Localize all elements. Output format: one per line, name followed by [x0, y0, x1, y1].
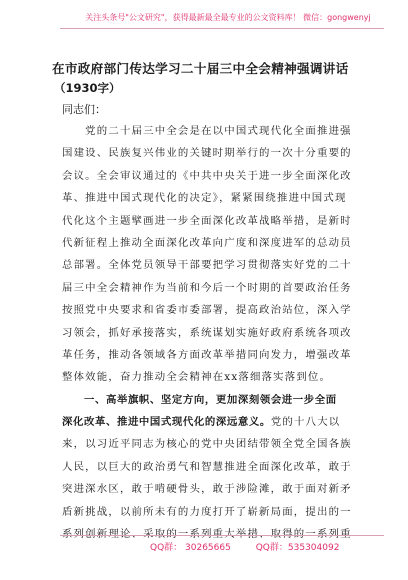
salutation: 同志们： [62, 103, 106, 116]
paragraph-line: 突进深水区，敢于啃硬骨头，敢于涉险滩，敢于面对新矛 [62, 483, 352, 496]
section-heading-line [62, 411, 372, 433]
paragraph-line: 来，以习近平同志为核心的党中央团结带领全党全国各族 [62, 438, 352, 451]
paragraph-line: 盾新挑战，以前所未有的力度打开了崭新局面，提出的一 [62, 505, 352, 518]
section-heading: 一、高举旗帜、坚定方向，更加深刻领会进一步全面 [62, 393, 337, 406]
footer [150, 540, 361, 553]
paragraph-line: 党的二十届三中全会是在以中国式现代化全面推进强 [62, 125, 352, 137]
section-heading-continued: 深化改革、推进中国式现代化的深远意义。 [62, 416, 271, 429]
paragraph-line: 总部署。全体党员领导干部要把学习贯彻落实好党的二十 [62, 259, 352, 272]
paragraph-line: 按照党中央要求和省委市委部署，提高政治站位，深入学 [62, 304, 352, 317]
paragraph-line: 习领会，抓好承接落实，系统谋划实施好政府系统各项改 [62, 326, 352, 339]
paragraph-line: 届三中全会精神作为当前和今后一个时期的首要政治任务 [62, 281, 352, 294]
document-title: 在市政府部门传达学习二十届三中全会精神强调讲话 [52, 61, 349, 76]
paragraph-line: 会议。全会审议通过的《中共中央关于进一步全面深化改 [62, 169, 352, 182]
paragraph-line: 整体效能，奋力推动全会精神在xx落细落实落到位。 [62, 371, 332, 384]
paragraph-line: 代新征程上推动全面深化改革向广度和深度进军的总动员 [62, 236, 352, 249]
paragraph-line: 革任务，推动各领域各方面改革举措同向发力，增强改革 [62, 348, 352, 361]
paragraph-line: 代化这个主题擘画进一步全面深化改革战略举措，是新时 [62, 214, 352, 227]
footer-qq-group-1: QQ群： 30265665 [150, 543, 231, 553]
header-banner: 关注头条号"公文研究"，获得最新最全最专业的公文资料库！ 微信：gongwenyj [85, 13, 371, 22]
section-text-start: 党的十八大以 [270, 416, 341, 429]
paragraph-line: 国建设、民族复兴伟业的关键时期举行的一次十分重要的 [62, 147, 352, 160]
body-text [62, 120, 372, 545]
footer-divider [60, 535, 384, 536]
paragraph-line: 人民，以巨大的政治勇气和智慧推进全面深化改革，敢于 [62, 460, 352, 473]
footer-qq-group-2: QQ群：535304092 [255, 543, 340, 553]
word-count: （1930字） [54, 81, 121, 95]
header-divider [60, 28, 384, 29]
paragraph-line: 革、推进中国式现代化的决定》，紧紧围绕推进中国式现 [62, 192, 347, 205]
